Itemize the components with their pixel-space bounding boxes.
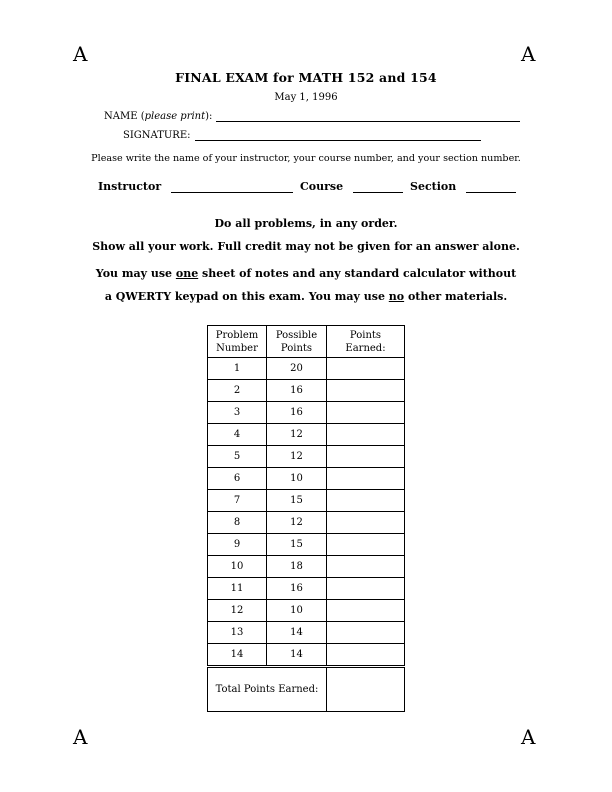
header-problem-number: Problem Number	[208, 326, 267, 358]
problem-number-cell: 9	[208, 534, 267, 556]
table-row	[208, 622, 405, 644]
rule-line-2: Show all your work. Full credit may not be given for an answer alone.	[92, 240, 520, 253]
possible-points-cell: 16	[267, 380, 327, 402]
table-row	[208, 600, 405, 622]
name-input-line[interactable]	[216, 111, 520, 122]
corner-letter-top-left: A	[73, 42, 88, 66]
points-earned-cell[interactable]	[327, 578, 405, 600]
points-earned-cell[interactable]	[327, 534, 405, 556]
signature-field-row	[123, 130, 481, 141]
possible-points-cell: 16	[267, 402, 327, 424]
problem-number-cell: 14	[208, 644, 267, 667]
rule-line-4: a QWERTY keypad on this exam. You may use no other materials.	[104, 290, 508, 303]
problem-number-cell: 3	[208, 402, 267, 424]
corner-letter-bottom-left: A	[73, 725, 88, 749]
possible-points-cell: 12	[267, 424, 327, 446]
table-header-row	[208, 326, 405, 358]
possible-points-cell: 20	[267, 358, 327, 380]
table-row	[208, 534, 405, 556]
points-earned-cell[interactable]	[327, 600, 405, 622]
problem-number-cell: 11	[208, 578, 267, 600]
table-row	[208, 380, 405, 402]
problem-number-cell: 2	[208, 380, 267, 402]
points-earned-cell[interactable]	[327, 380, 405, 402]
section-field	[410, 180, 516, 193]
header-points-earned: Points Earned:	[327, 326, 405, 358]
rule-line-3: You may use one sheet of notes and any standard calculator without	[95, 267, 517, 280]
possible-points-cell: 10	[267, 468, 327, 490]
table-row	[208, 446, 405, 468]
instructions-line: Please write the name of your instructor, your course number, and your section number.	[91, 153, 521, 164]
points-earned-cell[interactable]	[327, 358, 405, 380]
corner-letter-bottom-right: A	[521, 725, 536, 749]
possible-points-cell: 14	[267, 622, 327, 644]
possible-points-cell: 14	[267, 644, 327, 667]
exam-date: May 1, 1996	[274, 92, 338, 103]
exam-title: FINAL EXAM for MATH 152 and 154	[175, 70, 437, 85]
problem-number-cell: 10	[208, 556, 267, 578]
section-input-line[interactable]	[466, 181, 516, 193]
name-label: NAME (please print):	[104, 111, 213, 122]
problem-number-cell: 12	[208, 600, 267, 622]
course-field	[300, 180, 403, 193]
problem-number-cell: 8	[208, 512, 267, 534]
header-possible-points: Possible Points	[267, 326, 327, 358]
table-row	[208, 468, 405, 490]
points-earned-cell[interactable]	[327, 490, 405, 512]
section-label: Section	[410, 180, 457, 193]
table-row	[208, 556, 405, 578]
problem-number-cell: 5	[208, 446, 267, 468]
possible-points-cell: 18	[267, 556, 327, 578]
name-field-row	[104, 111, 520, 122]
problem-number-cell: 1	[208, 358, 267, 380]
table-row	[208, 512, 405, 534]
possible-points-cell: 12	[267, 446, 327, 468]
problem-number-cell: 6	[208, 468, 267, 490]
instructor-field	[98, 180, 293, 193]
rule-line-1: Do all problems, in any order.	[214, 217, 398, 230]
table-row	[208, 644, 405, 667]
points-earned-cell[interactable]	[327, 512, 405, 534]
problem-number-cell: 7	[208, 490, 267, 512]
table-row	[208, 578, 405, 600]
points-earned-cell[interactable]	[327, 424, 405, 446]
points-earned-cell[interactable]	[327, 622, 405, 644]
points-earned-cell[interactable]	[327, 644, 405, 667]
points-earned-cell[interactable]	[327, 468, 405, 490]
total-points-cell[interactable]	[327, 667, 405, 712]
signature-label: SIGNATURE:	[123, 130, 191, 141]
problem-number-cell: 13	[208, 622, 267, 644]
points-earned-cell[interactable]	[327, 446, 405, 468]
problem-number-cell: 4	[208, 424, 267, 446]
possible-points-cell: 15	[267, 490, 327, 512]
course-label: Course	[300, 180, 344, 193]
signature-input-line[interactable]	[195, 130, 481, 141]
total-points-label: Total Points Earned:	[208, 667, 327, 712]
course-input-line[interactable]	[353, 181, 403, 193]
total-row	[208, 667, 405, 712]
instructor-input-line[interactable]	[171, 181, 293, 193]
instructor-label: Instructor	[98, 180, 162, 193]
possible-points-cell: 15	[267, 534, 327, 556]
points-earned-cell[interactable]	[327, 402, 405, 424]
table-row	[208, 358, 405, 380]
table-row	[208, 402, 405, 424]
possible-points-cell: 10	[267, 600, 327, 622]
corner-letter-top-right: A	[521, 42, 536, 66]
points-earned-cell[interactable]	[327, 556, 405, 578]
table-row	[208, 424, 405, 446]
possible-points-cell: 12	[267, 512, 327, 534]
score-table	[207, 325, 405, 712]
table-row	[208, 490, 405, 512]
possible-points-cell: 16	[267, 578, 327, 600]
